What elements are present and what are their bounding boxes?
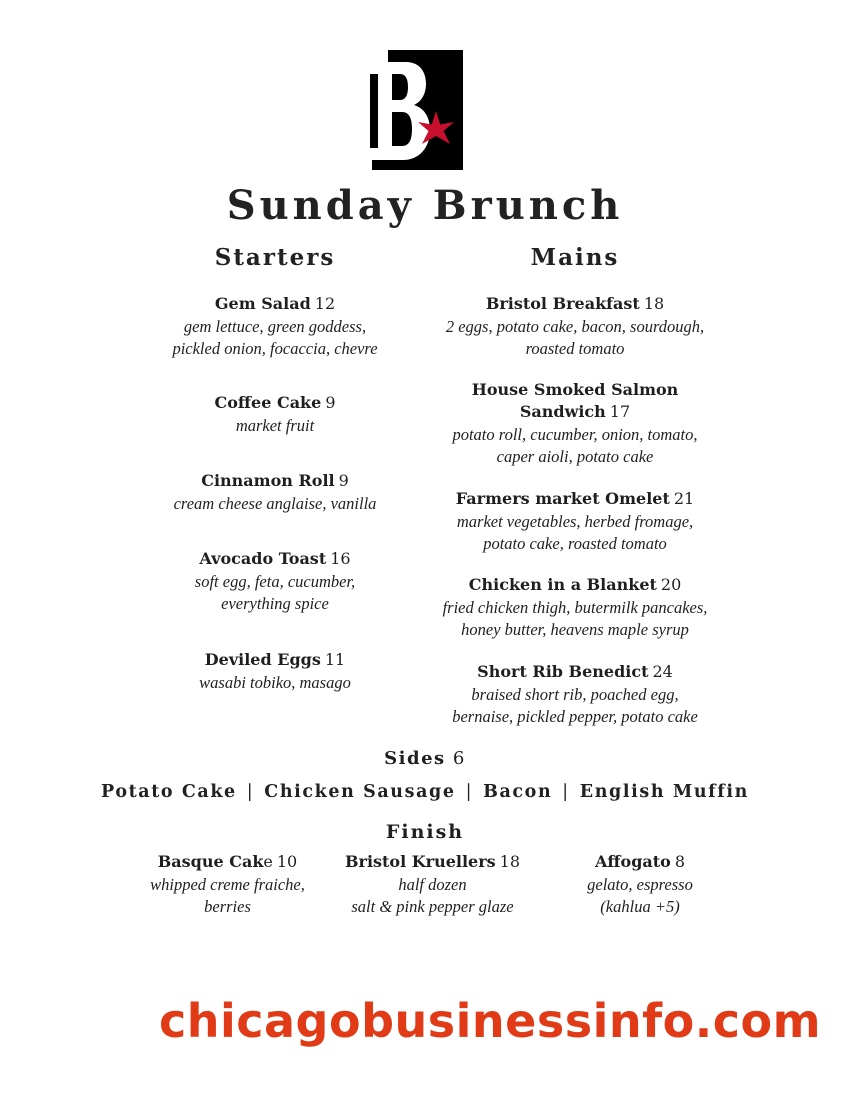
menu-item: [415, 293, 735, 360]
item-name-rest: e: [263, 852, 273, 871]
item-price: 17: [609, 402, 631, 421]
sides-list: [0, 782, 850, 802]
item-description: wasabi tobiko, masago: [199, 673, 351, 692]
item-description: gem lettuce, green goddess,: [183, 317, 367, 336]
side-item: Potato Cake: [101, 782, 237, 802]
item-description: bernaise, pickled pepper, potato cake: [452, 707, 698, 726]
item-description: braised short rib, poached egg,: [471, 685, 679, 704]
item-name: Bristol Breakfast: [485, 294, 640, 313]
item-name: Gem Salad: [214, 294, 311, 313]
item-description: market vegetables, herbed fromage,: [456, 512, 694, 531]
menu-item: [125, 548, 425, 615]
menu-item: [130, 851, 325, 918]
item-name: Bristol Kruellers: [344, 852, 496, 871]
menu-item: [125, 649, 425, 694]
side-item: Bacon: [483, 782, 553, 802]
item-description: half dozen: [398, 875, 467, 894]
sides-heading: [0, 748, 850, 769]
menu-item: [415, 379, 735, 468]
side-item: English Muffin: [579, 782, 749, 802]
item-price: 11: [324, 650, 346, 669]
item-description: salt & pink pepper glaze: [351, 897, 514, 916]
item-name: Short Rib Benedict: [477, 662, 649, 681]
item-price: 10: [276, 852, 298, 871]
restaurant-logo: [348, 50, 463, 170]
watermark: chicagobusinessinfo.com: [158, 994, 822, 1048]
item-name: Sandwich: [519, 402, 606, 421]
item-price: 18: [499, 852, 521, 871]
sides-price: 6: [452, 748, 466, 769]
sides-label: Sides: [384, 748, 446, 769]
item-description: everything spice: [221, 594, 329, 613]
menu-item: [545, 851, 735, 918]
menu-item: [415, 488, 735, 555]
item-name: Cinnamon Roll: [201, 471, 335, 490]
item-description: soft egg, feta, cucumber,: [194, 572, 356, 591]
item-name: Chicken in a Blanket: [468, 575, 657, 594]
menu-item: [125, 392, 425, 437]
side-item: Chicken Sausage: [264, 782, 456, 802]
item-description: gelato, espresso: [587, 875, 693, 894]
menu-item: [415, 574, 735, 641]
item-description: caper aioli, potato cake: [496, 447, 654, 466]
separator: |: [562, 782, 570, 802]
item-description: (kahlua +5): [600, 897, 680, 916]
item-description: market fruit: [235, 416, 315, 435]
item-description: potato roll, cucumber, onion, tomato,: [452, 425, 698, 444]
menu-title: Sunday Brunch: [226, 182, 624, 229]
item-price: 8: [674, 852, 686, 871]
starters-heading: Starters: [214, 244, 336, 271]
item-price: 24: [652, 662, 673, 681]
item-price: 16: [330, 549, 351, 568]
separator: |: [246, 782, 255, 802]
item-price: 9: [325, 393, 336, 412]
item-name: Farmers market Omelet: [455, 489, 670, 508]
item-price: 21: [673, 489, 695, 508]
item-name: Deviled Eggs: [204, 650, 321, 669]
item-name: Affogato: [594, 852, 671, 871]
item-description: cream cheese anglaise, vanilla: [173, 494, 377, 513]
menu-item: [330, 851, 535, 918]
item-name: House Smoked Salmon: [471, 380, 679, 399]
mains-heading: Mains: [530, 244, 620, 271]
menu-item: [125, 293, 425, 360]
item-description: pickled onion, focaccia, chevre: [172, 339, 378, 358]
item-price: 9: [338, 471, 349, 490]
item-description: roasted tomato: [525, 339, 625, 358]
item-price: 12: [314, 294, 336, 313]
item-name: Coffee Cake: [214, 393, 322, 412]
item-description: berries: [204, 897, 251, 916]
item-name: Basque Cak: [157, 852, 264, 871]
item-description: potato cake, roasted tomato: [483, 534, 667, 553]
item-name: Avocado Toast: [199, 549, 327, 568]
menu-item: [415, 661, 735, 728]
item-description: whipped creme fraiche,: [150, 875, 305, 894]
menu-item: [125, 470, 425, 515]
separator: |: [465, 782, 474, 802]
item-price: 18: [643, 294, 665, 313]
item-price: 20: [660, 575, 682, 594]
finish-heading: Finish: [385, 821, 465, 843]
item-description: honey butter, heavens maple syrup: [461, 620, 689, 639]
item-description: 2 eggs, potato cake, bacon, sourdough,: [445, 317, 705, 336]
item-description: fried chicken thigh, butermilk pancakes,: [442, 598, 708, 617]
